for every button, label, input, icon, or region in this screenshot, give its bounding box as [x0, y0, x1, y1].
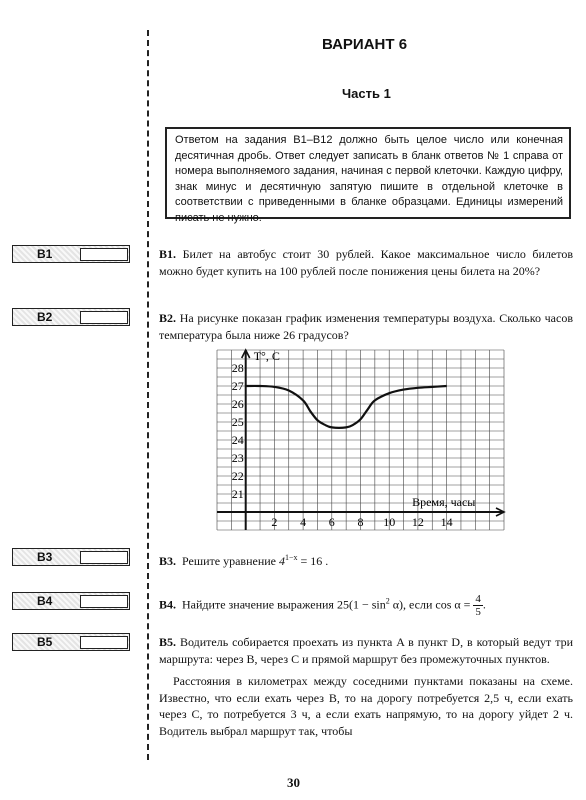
answer-code: В4 [37, 594, 53, 608]
power-exponent: 1−x [285, 553, 298, 562]
answer-code: В1 [37, 247, 53, 261]
x-tick-label: 2 [271, 515, 278, 529]
question-text: Найдите значение выражения 25(1 − sin [182, 597, 386, 612]
x-tick-label: 14 [440, 515, 453, 529]
y-tick-label: 28 [231, 361, 244, 375]
x-axis-label: Время, часы [412, 495, 476, 509]
fraction-numerator: 4 [475, 593, 481, 605]
question-b5 [159, 634, 573, 739]
answer-box[interactable] [80, 551, 128, 564]
question-number: В1. [159, 247, 177, 261]
question-number: В3. [159, 554, 177, 568]
question-end: . [482, 597, 486, 612]
fraction-denominator: 5 [475, 606, 481, 618]
y-tick-label: 23 [231, 451, 244, 465]
y-tick-label: 27 [231, 379, 244, 393]
question-text: На рисунке показан график изменения температуры воздуха. Сколько часов температура была ниже 26 градусов? [159, 311, 574, 342]
question-number: В4. [159, 597, 177, 612]
x-tick-label: 10 [383, 515, 396, 529]
question-number: В5. [159, 635, 177, 649]
temperature-chart [214, 345, 514, 535]
square-exponent: 2 [385, 596, 390, 606]
question-b4 [159, 593, 573, 618]
page-number: 30 [287, 775, 300, 790]
answer-box[interactable] [80, 595, 128, 608]
answer-code: В3 [37, 550, 53, 564]
question-number: В2. [159, 311, 177, 325]
question-text-p2: Расстояния в километрах между соседними пунктами показаны на схеме. Известно, что если ехать через B, то на дорогу потребуется 2,5 ч, если ехать через C, то потребуется 3 ч, а если ехать напрямую, то на дорогу уйдет 2 ч. Водитель выбрал маршрут так, чтобы [159, 674, 573, 738]
question-text: Решите уравнение [182, 554, 276, 568]
question-b3 [159, 550, 573, 570]
answer-code: В2 [37, 310, 53, 324]
answer-box[interactable] [80, 636, 128, 649]
variant-title: ВАРИАНТ 6 [322, 36, 408, 53]
question-text-p1: Водитель собирается проехать из пункта A в пункт D, в который ведут три маршрута: через B, через C и прямой маршрут без промежуточных пунктов. [159, 635, 574, 666]
cut-line [147, 30, 149, 760]
answer-box[interactable] [80, 311, 128, 324]
y-tick-label: 26 [231, 397, 244, 411]
question-b2 [159, 310, 573, 343]
part-title: Часть 1 [342, 86, 391, 101]
answer-label-b4 [12, 592, 130, 610]
answer-box[interactable] [80, 248, 128, 261]
power-base: 4 [279, 554, 285, 568]
y-tick-label: 25 [231, 415, 244, 429]
question-text: Билет на автобус стоит 30 рублей. Какое максимальное число билетов можно будет купить на 100 рублей после понижения цены билета на 20%? [159, 247, 574, 278]
y-axis-label: T°, C [253, 349, 280, 363]
answer-label-b2 [12, 308, 130, 326]
fraction [473, 593, 483, 618]
instructions-box: Ответом на задания В1–В12 должно быть целое число или конечная десятичная дробь. Ответ следует записать в бланк ответов № 1 справа от номера выполняемого задания, начиная с первой клеточки. Каждую цифру, знак минус и десятичную запятую пишите в отдельной клеточке в соответствии с приведенными в бланке образцами. Единицы измерений писать не нужно. [165, 127, 571, 219]
answer-label-b1 [12, 245, 130, 263]
y-tick-label: 21 [231, 487, 244, 501]
answer-code: В5 [37, 635, 53, 649]
x-tick-label: 12 [411, 515, 424, 529]
answer-label-b5 [12, 633, 130, 651]
y-tick-label: 22 [231, 469, 244, 483]
answer-label-b3 [12, 548, 130, 566]
y-tick-label: 24 [231, 433, 244, 447]
equation-rhs: = 16 . [297, 554, 329, 568]
question-b1 [159, 246, 573, 279]
question-text-mid: α), если cos α = [389, 597, 474, 612]
x-tick-label: 4 [300, 515, 307, 529]
x-tick-label: 6 [328, 515, 335, 529]
x-tick-label: 8 [357, 515, 364, 529]
